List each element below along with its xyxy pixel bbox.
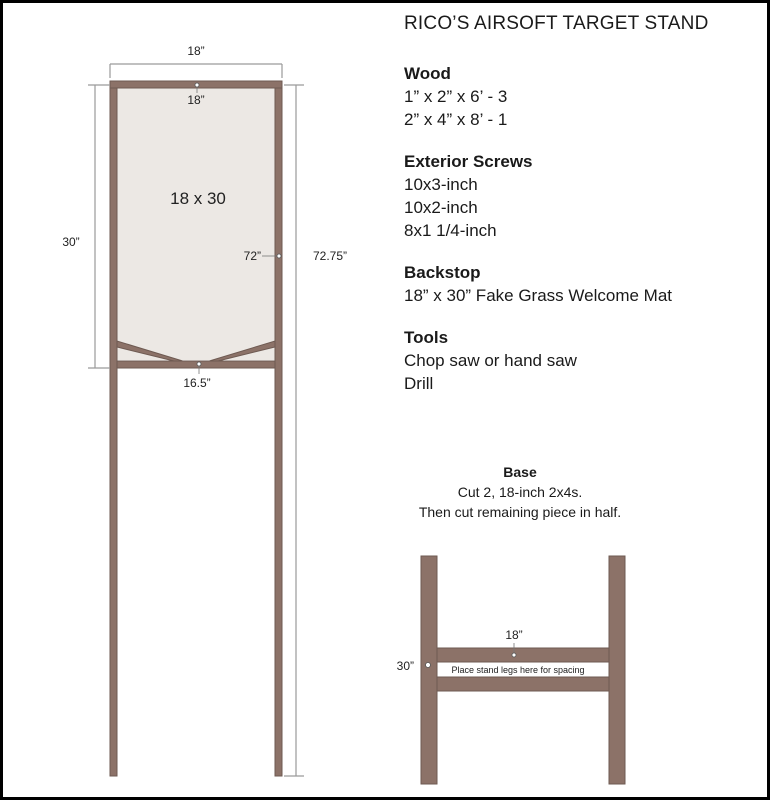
- base-height-label: 30”: [396, 659, 414, 673]
- cross-rail-marker-dot: [197, 362, 201, 366]
- right-leg: [275, 82, 282, 776]
- section-exterior-screws: [404, 150, 672, 242]
- base-right-rail: [609, 556, 625, 784]
- cross-rail: [117, 361, 275, 368]
- left-leg: [110, 82, 117, 776]
- top-rail-marker-dot: [195, 83, 199, 87]
- base-left-rail: [421, 556, 437, 784]
- section-tools: [404, 326, 672, 395]
- backstop-panel: [117, 87, 275, 360]
- base-width-label: 18”: [505, 628, 523, 642]
- section-heading: Backstop: [404, 263, 481, 282]
- section-line: 10x3-inch: [404, 175, 478, 194]
- section-line: Chop saw or hand saw: [404, 351, 577, 370]
- panel-height-dimension: [88, 85, 110, 368]
- base-instruction-line: Cut 2, 18-inch 2x4s.: [457, 484, 583, 500]
- section-backstop: [404, 261, 672, 307]
- section-wood: [404, 62, 672, 131]
- section-line: 10x2-inch: [404, 198, 478, 217]
- section-line: 1” x 2” x 6’ - 3: [404, 87, 508, 106]
- section-heading: Tools: [404, 328, 449, 347]
- page-title: RICO’S AIRSOFT TARGET STAND: [404, 13, 709, 34]
- cross-rail-label: 16.5”: [183, 376, 211, 390]
- top-width-label: 18”: [187, 44, 205, 58]
- inner-top-label: 18”: [187, 93, 205, 107]
- base-upper-crosspiece: [437, 648, 609, 662]
- materials-list: [404, 62, 672, 414]
- base-heading: Base: [503, 464, 537, 480]
- section-line: Drill: [404, 374, 434, 393]
- leg-length-marker-dot: [277, 254, 281, 258]
- section-line: 2” x 4” x 8’ - 1: [404, 110, 508, 129]
- spacing-note: Place stand legs here for spacing: [451, 665, 585, 675]
- total-height-label: 72.75”: [312, 249, 348, 263]
- base-instructions: [380, 462, 660, 522]
- section-line: 18” x 30” Fake Grass Welcome Mat: [404, 286, 672, 305]
- panel-size-label: 18 x 30: [170, 189, 226, 208]
- panel-height-label: 30”: [62, 235, 80, 249]
- leg-length-label: 72”: [243, 249, 261, 263]
- top-width-dimension: [110, 64, 282, 78]
- base-height-marker-dot: [426, 663, 431, 668]
- base-lower-crosspiece: [437, 677, 609, 691]
- base-width-marker-dot: [512, 653, 516, 657]
- total-height-dimension: [284, 85, 304, 776]
- section-line: 8x1 1/4-inch: [404, 221, 497, 240]
- section-heading: Exterior Screws: [404, 152, 533, 171]
- section-heading: Wood: [404, 64, 451, 83]
- base-instruction-line: Then cut remaining piece in half.: [418, 504, 622, 520]
